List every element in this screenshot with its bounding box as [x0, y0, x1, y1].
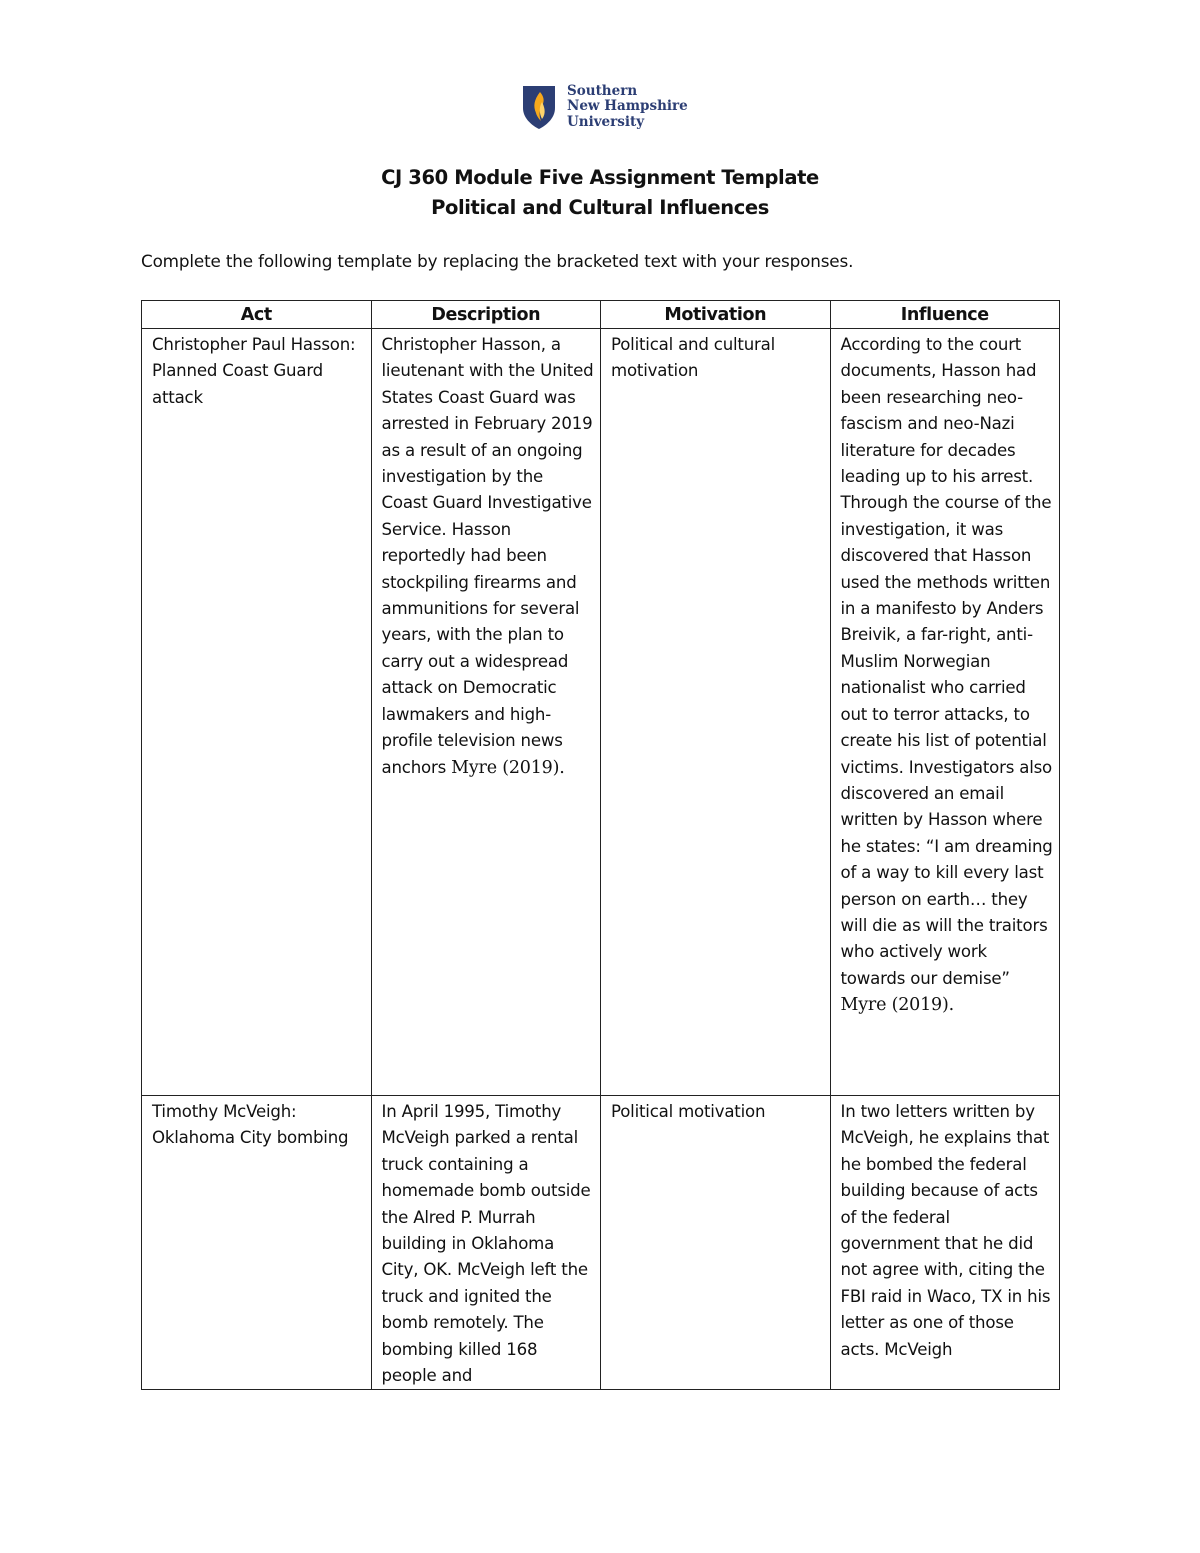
description-cell [371, 329, 601, 1096]
logo-line-3: University [567, 113, 645, 130]
act-cell: Christopher Paul Hasson: Planned Coast Guard attack [142, 329, 372, 1096]
university-name [567, 84, 688, 131]
assignment-table [141, 300, 1060, 1390]
column-header-motivation: Motivation [601, 301, 831, 329]
logo-line-1: Southern [567, 82, 638, 99]
flame-shield-icon [521, 84, 557, 130]
influence-cell [830, 329, 1060, 1096]
description-cell: In April 1995, Timothy McVeigh parked a rental truck containing a homemade bomb outside the Alred P. Murrah building in Oklahoma City, OK. McVeigh left the truck and ignited the bomb remotely. The bombing killed 168 people and [371, 1096, 601, 1390]
act-cell: Timothy McVeigh: Oklahoma City bombing [142, 1096, 372, 1390]
influence-text: According to the court documents, Hasson had been researching neo-fascism and neo-Nazi literature for decades leading up to his arrest. Through the course of the investigation, it was discovered that Hasson used the methods written in a manifesto by Anders Breivik, a far-right, anti-Muslim Norwegian nationalist who carried out to terror attacks, to create his list of potential victims. Investigators also discovered an email written by Hasson where he states: “I am dreaming of a way to kill every last person on earth… they will die as will the traitors who actively work towards our demise” [840, 335, 1053, 988]
motivation-cell: Political motivation [601, 1096, 831, 1390]
description-text: Christopher Hasson, a lieutenant with the United States Coast Guard was arrested in February 2019 as a result of an ongoing investigation by the Coast Guard Investigative Service. Hasson reportedly had been stockpiling firearms and ammunitions for several years, with the plan to carry out a widespread attack on Democratic lawmakers and high-profile television news anchors [381, 335, 594, 777]
motivation-cell: Political and cultural motivation [601, 329, 831, 1096]
influence-cell: In two letters written by McVeigh, he explains that he bombed the federal building because of acts of the federal government that he did not agree with, citing the FBI raid in Waco, TX in his letter as one of those acts. McVeigh [830, 1096, 1060, 1390]
page-subtitle: Political and Cultural Influences [431, 196, 769, 219]
table-row [142, 1096, 1060, 1390]
table-row [142, 329, 1060, 1096]
column-header-influence: Influence [830, 301, 1060, 329]
column-header-description: Description [371, 301, 601, 329]
column-header-act: Act [142, 301, 372, 329]
citation: Myre (2019). [451, 757, 565, 778]
university-logo [521, 84, 688, 130]
logo-line-2: New Hampshire [567, 98, 688, 115]
table-header-row [142, 301, 1060, 329]
page-title: CJ 360 Module Five Assignment Template [381, 166, 819, 189]
instructions: Complete the following template by replacing the bracketed text with your responses. [141, 251, 854, 271]
citation: Myre (2019). [840, 995, 954, 1016]
